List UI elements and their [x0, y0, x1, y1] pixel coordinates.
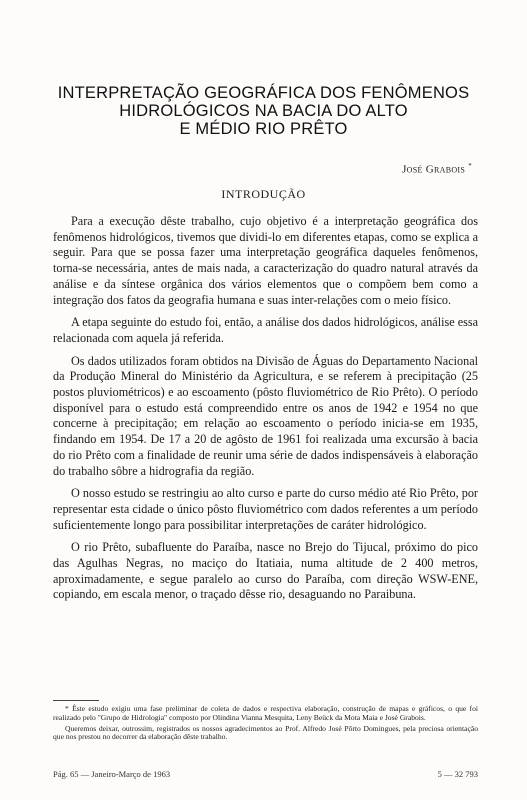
paragraph: A etapa seguinte do estudo foi, então, a análise dos dados hidrológicos, análise essa relacionada com aquela já referida. — [53, 315, 478, 345]
author-footnote-marker: * — [468, 162, 472, 170]
footer-page-info: Pág. 65 — Janeiro-Março de 1963 — [53, 769, 171, 779]
title-line-3: E MÉDIO RIO PRÊTO — [179, 120, 348, 138]
paragraph: O rio Prêto, subafluente do Paraíba, nasce no Brejo do Tijucal, próximo do pico das Agulhas Negras, no maciço do Itatiaia, numa altitude de 2 400 metros, aproximadamente, e segue paralelo ao curso do Paraíba, com direção WSW-ENE, copiando, em escala menor, o traçado dêsse rio, desaguando no Paraibuna. — [53, 540, 478, 602]
title-line-1: INTERPRETAÇÃO GEOGRÁFICA DOS FENÔMENOS — [57, 84, 470, 102]
paragraph: Para a execução dêste trabalho, cujo objetivo é a interpretação geográfica dos fenômenos hidrológicos, tivemos que dividi-lo em diferentes etapas, como se explica a seguir. Para que se possa fazer uma interpretação geográfica daqueles fenômenos, torna-se necessária, antes de mais nada, a caracterização do quadro natural através da análise e da síntese orgânica dos vários elementos que o compõem bem como a integração dos fatos da geografia humana e suas inter-relações com o meio físico. — [53, 214, 478, 307]
author-byline — [402, 162, 472, 176]
article-title — [40, 84, 487, 138]
footnote: Queremos deixar, outrossim, registrados os nossos agradecimentos ao Prof. Alfredo José Pôrto Domingues, pela preciosa orientação que nos prestou no decorrer da elaboração dêste trabalho. — [53, 723, 478, 742]
footnote: * Êste estudo exigiu uma fase preliminar de coleta de dados e respectiva elaboração, construção de mapas e gráficos, o que foi realizado pelo "Grupo de Hidrologia" composto por Olindina Vianna Mesquita, Leny Beück da Mota Maia e José Grabois. — [53, 704, 478, 722]
paragraph: O nosso estudo se restringiu ao alto curso e parte do curso médio até Rio Prêto, por representar esta cidade o único pôsto fluviométrico com dados referentes a um período suficientemente longo para possibilitar interpretações de caráter hidrológico. — [53, 486, 478, 532]
title-line-2: HIDROLÓGICOS NA BACIA DO ALTO — [119, 102, 408, 120]
footnote-divider — [53, 700, 99, 701]
paragraph: Os dados utilizados foram obtidos na Divisão de Águas do Departamento Nacional da Produção Mineral do Ministério da Agricultura, e se referem à precipitação (25 postos pluviométricos) e ao escoamento (pôsto fluviométrico de Rio Prêto). O período disponível para o estudo está compreendido entre os anos de 1942 e 1954 no que concerne à precipitação; em relação ao escoamento o período inicia-se em 1935, findando em 1954. De 17 a 20 de agôsto de 1961 foi realizada uma excursão à bacia do rio Prêto com a finalidade de reunir uma série de dados indispensáveis à elaboração do trabalho sôbre a hidrografia da região. — [53, 353, 478, 478]
footer-code: 5 — 32 793 — [437, 769, 478, 779]
author-name: José Grabois — [402, 163, 466, 176]
footnotes — [53, 705, 478, 744]
body-text — [53, 214, 478, 610]
section-heading: INTRODUÇÃO — [221, 187, 306, 201]
